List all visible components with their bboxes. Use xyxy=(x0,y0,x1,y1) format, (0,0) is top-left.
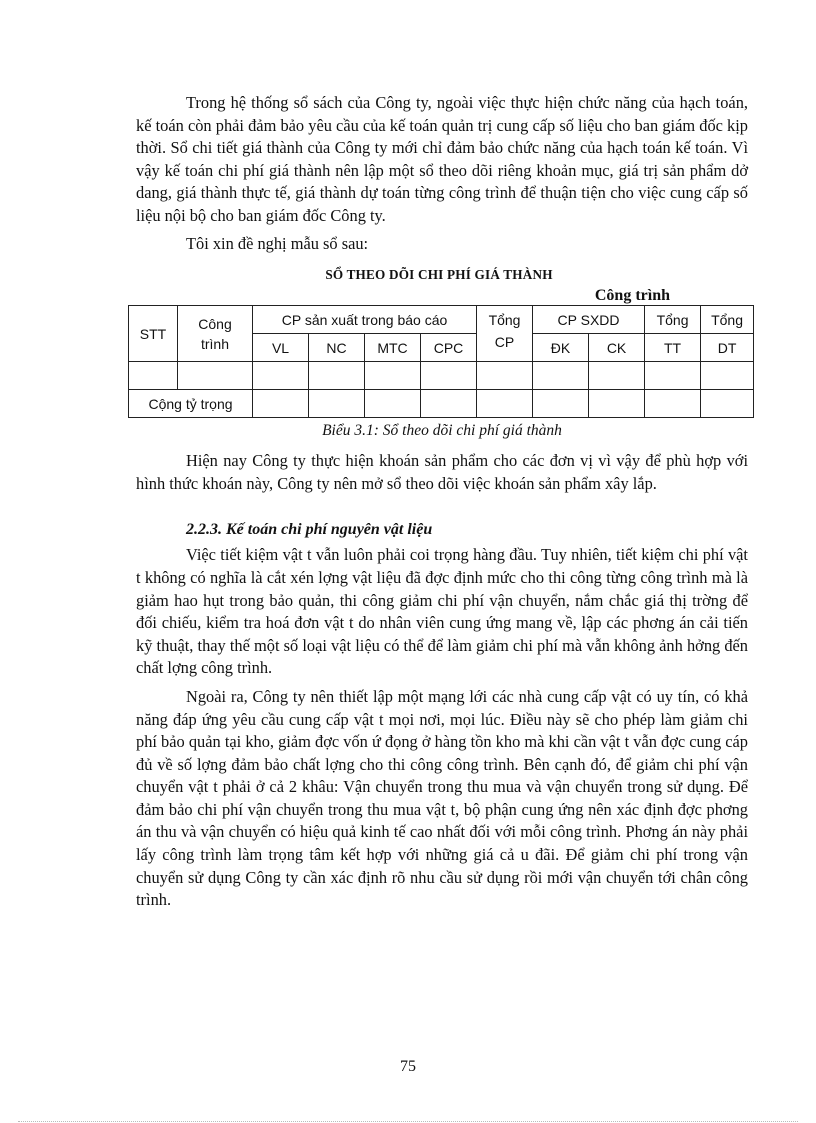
document-page xyxy=(136,92,748,912)
table-caption: Biểu 3.1: Sổ theo dõi chi phí giá thành xyxy=(322,422,562,440)
table-cell xyxy=(645,362,701,390)
header-vl: VL xyxy=(253,334,309,362)
header-cp-san-xuat: CP sản xuất trong báo cáo xyxy=(253,306,477,334)
table-cell xyxy=(701,362,754,390)
table-subtitle: Công trình xyxy=(594,287,670,305)
section-heading: 2.2.3. Kế toán chi phí nguyên vật liệu xyxy=(186,521,433,539)
footer-divider xyxy=(18,1121,798,1122)
table-footer-row xyxy=(129,390,754,418)
page-number: 75 xyxy=(400,1058,416,1075)
paragraph-contracting: Hiện nay Công ty thực hiện khoán sản phẩm cho các đơn vị vì vậy để phù hợp với hình thức khoán này, Công ty nên mở sổ theo dõi việc khoán sản phẩm xây lắp. xyxy=(136,451,748,493)
table-cell xyxy=(129,362,178,390)
table-cell xyxy=(533,390,589,418)
table-cell xyxy=(477,362,533,390)
table-cell xyxy=(178,362,253,390)
header-nc: NC xyxy=(309,334,365,362)
cost-tracking-table xyxy=(128,305,754,418)
table-cell xyxy=(701,390,754,418)
paragraph-intro: Trong hệ thống sổ sách của Công ty, ngoài việc thực hiện chức năng của hạch toán, kế toán còn phải đảm bảo yêu cầu của kế toán quản trị cung cấp số liệu cho ban giám đốc kịp thời. Sổ chi tiết giá thành của Công ty mới chỉ đảm bảo chức năng của hạch toán kế toán. Vì vậy kế toán chi phí giá thành nên lập một sổ theo dõi riêng khoản mục, giá trị sản phẩm dở dang, giá thành thực tế, giá thành dự toán từng công trình để thuận tiện cho việc cung cấp số liệu nội bộ cho ban giám đốc Công ty. xyxy=(136,93,748,225)
table-cell xyxy=(309,362,365,390)
paragraph-proposal: Tôi xin đề nghị mẫu sổ sau: xyxy=(186,233,369,253)
table-cell xyxy=(365,390,421,418)
header-dk: ĐK xyxy=(533,334,589,362)
table-row xyxy=(129,362,754,390)
table-cell xyxy=(253,362,309,390)
header-cpc: CPC xyxy=(421,334,477,362)
header-ck: CK xyxy=(589,334,645,362)
header-cp-sxdd: CP SXDD xyxy=(533,306,645,334)
header-mtc: MTC xyxy=(365,334,421,362)
table-cell xyxy=(421,390,477,418)
table-cell xyxy=(309,390,365,418)
table-title: SỔ THEO DÕI CHI PHÍ GIÁ THÀNH xyxy=(325,267,553,283)
header-tong-dt-top: Tổng xyxy=(701,306,754,334)
paragraph-materials-saving: Việc tiết kiệm vật t vẫn luôn phải coi trọng hàng đầu. Tuy nhiên, tiết kiệm chi phí vật t không có nghĩa là cắt xén lợng vật liệu đã đợc định mức cho thi công từng công trình mà là giảm hao hụt trong bảo quản, thi công giảm chi phí vận chuyển, nắm chắc giá thị trờng để đối chiếu, kiểm tra hoá đơn vật t do nhân viên cung ứng mang về, lập các phơng án cải tiến kỹ thuật, thay thế một số loại vật liệu có thể để làm giảm chi phí mà vẫn không ảnh hởng đến chất lợng công trình. xyxy=(136,545,748,678)
table-cell xyxy=(365,362,421,390)
paragraph-supplier-network: Ngoài ra, Công ty nên thiết lập một mạng lới các nhà cung cấp vật có uy tín, có khả năng đáp ứng yêu cầu cung cấp vật t mọi nơi, mọi lúc. Điều này sẽ cho phép làm giảm chi phí bảo quản tại kho, giảm đợc vốn ứ đọng ở hàng tồn kho mà khi cần vật t vẫn đợc cung cáp đủ về số lợng đảm bảo chất lợng cho thi công công trình. Bên cạnh đó, để giảm chi phí vận chuyển vật t phải ở cả 2 khâu: Vận chuyển trong thu mua và vận chuyển trong sử dụng. Để đảm bảo chi phí vận chuyển trong thu mua vật t, bộ phận cung ứng nên xác định đợc phơng án thu và vận chuyển có hiệu quả kinh tế cao nhất đối với mỗi công trình. Phơng án này phải lấy công trình làm trọng tâm kết hợp với những giá cả u đãi. Để giảm chi phí trong vận chuyển sử dụng Công ty cần xác định rõ nhu cầu sử dụng rồi mới vận chuyển tới chân công trình. xyxy=(136,686,748,910)
header-tong-dt-bottom: DT xyxy=(701,334,754,362)
header-tong-cp: Tổng CP xyxy=(477,306,533,362)
table-cell xyxy=(533,362,589,390)
table-cell xyxy=(477,390,533,418)
table-cell xyxy=(253,390,309,418)
header-tong-tt-bottom: TT xyxy=(645,334,701,362)
header-stt: STT xyxy=(129,306,178,362)
table-cell xyxy=(421,362,477,390)
header-cong-trinh: Công trình xyxy=(178,306,253,362)
header-tong-tt-top: Tổng xyxy=(645,306,701,334)
table-cell xyxy=(589,390,645,418)
table-cell xyxy=(589,362,645,390)
footer-label-cong-ty-trong: Cộng tỷ trọng xyxy=(129,390,253,418)
table-cell xyxy=(645,390,701,418)
